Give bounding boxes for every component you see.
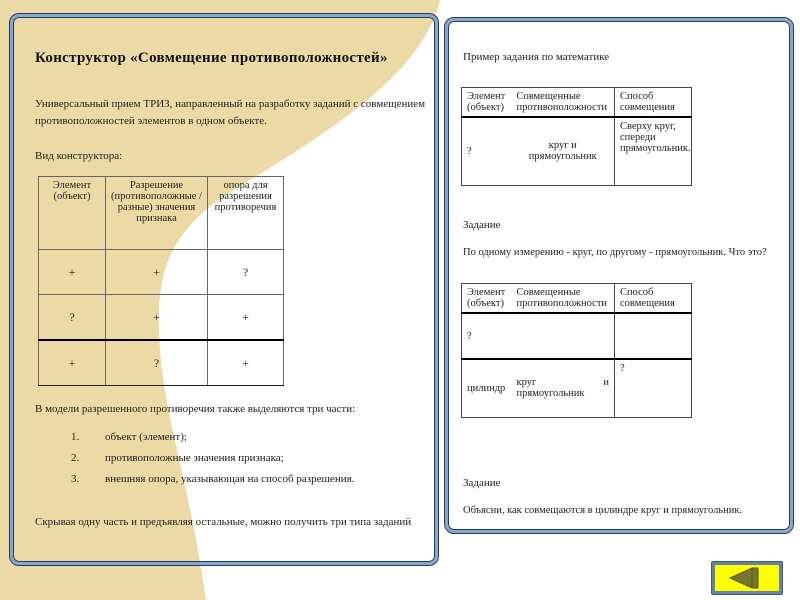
header-cell-element: Элемент (объект) [39, 177, 106, 250]
header-cell-method: Способ совмещения [615, 88, 692, 118]
header-cell-opposites: Совмещенные противоположности [512, 284, 615, 314]
left-slide-page [10, 14, 438, 565]
list-text: противоположные значения признака; [105, 452, 284, 464]
slide-title: Конструктор «Совмещение противоположностей» [35, 50, 388, 66]
table-row [39, 295, 284, 341]
table-row [462, 117, 692, 185]
cell: круг и прямоугольник [512, 359, 615, 417]
cell [615, 313, 692, 359]
table-header-row [39, 177, 284, 250]
header-cell-opposites: Совмещенные противоположности [512, 88, 615, 118]
cell: ? [208, 250, 284, 295]
cell: + [39, 250, 106, 295]
list-item [71, 473, 401, 485]
table-row [462, 359, 692, 417]
cell: ? [615, 359, 692, 417]
example-intro: Пример задания по математике [463, 51, 610, 63]
table-row [462, 313, 692, 359]
task-label: Задание [463, 477, 501, 489]
task-label: Задание [463, 219, 501, 231]
header-cell-element: Элемент (объект) [462, 284, 512, 314]
table-header-row [462, 88, 692, 118]
list-item [71, 452, 401, 464]
cell: ? [462, 117, 512, 185]
cell: + [208, 340, 284, 386]
header-cell-element: Элемент (объект) [462, 88, 512, 118]
cell: ? [106, 340, 208, 386]
cell: + [106, 250, 208, 295]
list-number: 2. [71, 452, 80, 464]
list-item [71, 431, 401, 443]
cell: Сверху круг, спереди прямоугольник. [615, 117, 692, 185]
cell: круг и прямоугольник [512, 117, 615, 185]
cell: + [106, 295, 208, 341]
math-example-table-2 [461, 283, 692, 418]
table-header-row [462, 284, 692, 314]
table-row [39, 340, 284, 386]
math-example-table-1 [461, 87, 692, 186]
numbered-list [71, 431, 401, 494]
task-text: Объясни, как совмещаются в цилиндре круг и прямоугольник. [463, 505, 743, 516]
cell [512, 313, 615, 359]
intro-paragraph: Универсальный прием ТРИЗ, направленный на разработку заданий с совмещением противоположностей элементов в одном объекте. [35, 98, 426, 127]
constructor-view-label: Вид конструктора: [35, 150, 123, 162]
cell: + [208, 295, 284, 341]
footer-paragraph: Скрывая одну часть и предъявляя остальные, можно получить три типа заданий [35, 516, 412, 528]
list-number: 3. [71, 473, 80, 485]
list-text: внешняя опора, указывающая на способ разрешения. [105, 473, 355, 485]
model-paragraph: В модели разрешенного противоречия также выделяются три части: [35, 403, 356, 415]
header-cell-method: Способ совмещения [615, 284, 692, 314]
cell: цилиндр [462, 359, 512, 417]
right-example-panel [445, 18, 793, 533]
task-text: По одному измерению - круг, по другому - прямоугольник. Что это? [463, 247, 767, 258]
table-row [39, 250, 284, 295]
cell: + [39, 340, 106, 386]
back-button[interactable] [712, 562, 782, 594]
constructor-table [38, 176, 284, 386]
header-cell-support: опора для разрешения противоречия [208, 177, 284, 250]
cell: ? [39, 295, 106, 341]
header-cell-resolution: Разрешение (противоположные / разные) значения признака [106, 177, 208, 250]
cell: ? [462, 313, 512, 359]
list-text: объект (элемент); [105, 431, 187, 443]
list-number: 1. [71, 431, 80, 443]
back-arrow-icon [718, 565, 776, 591]
